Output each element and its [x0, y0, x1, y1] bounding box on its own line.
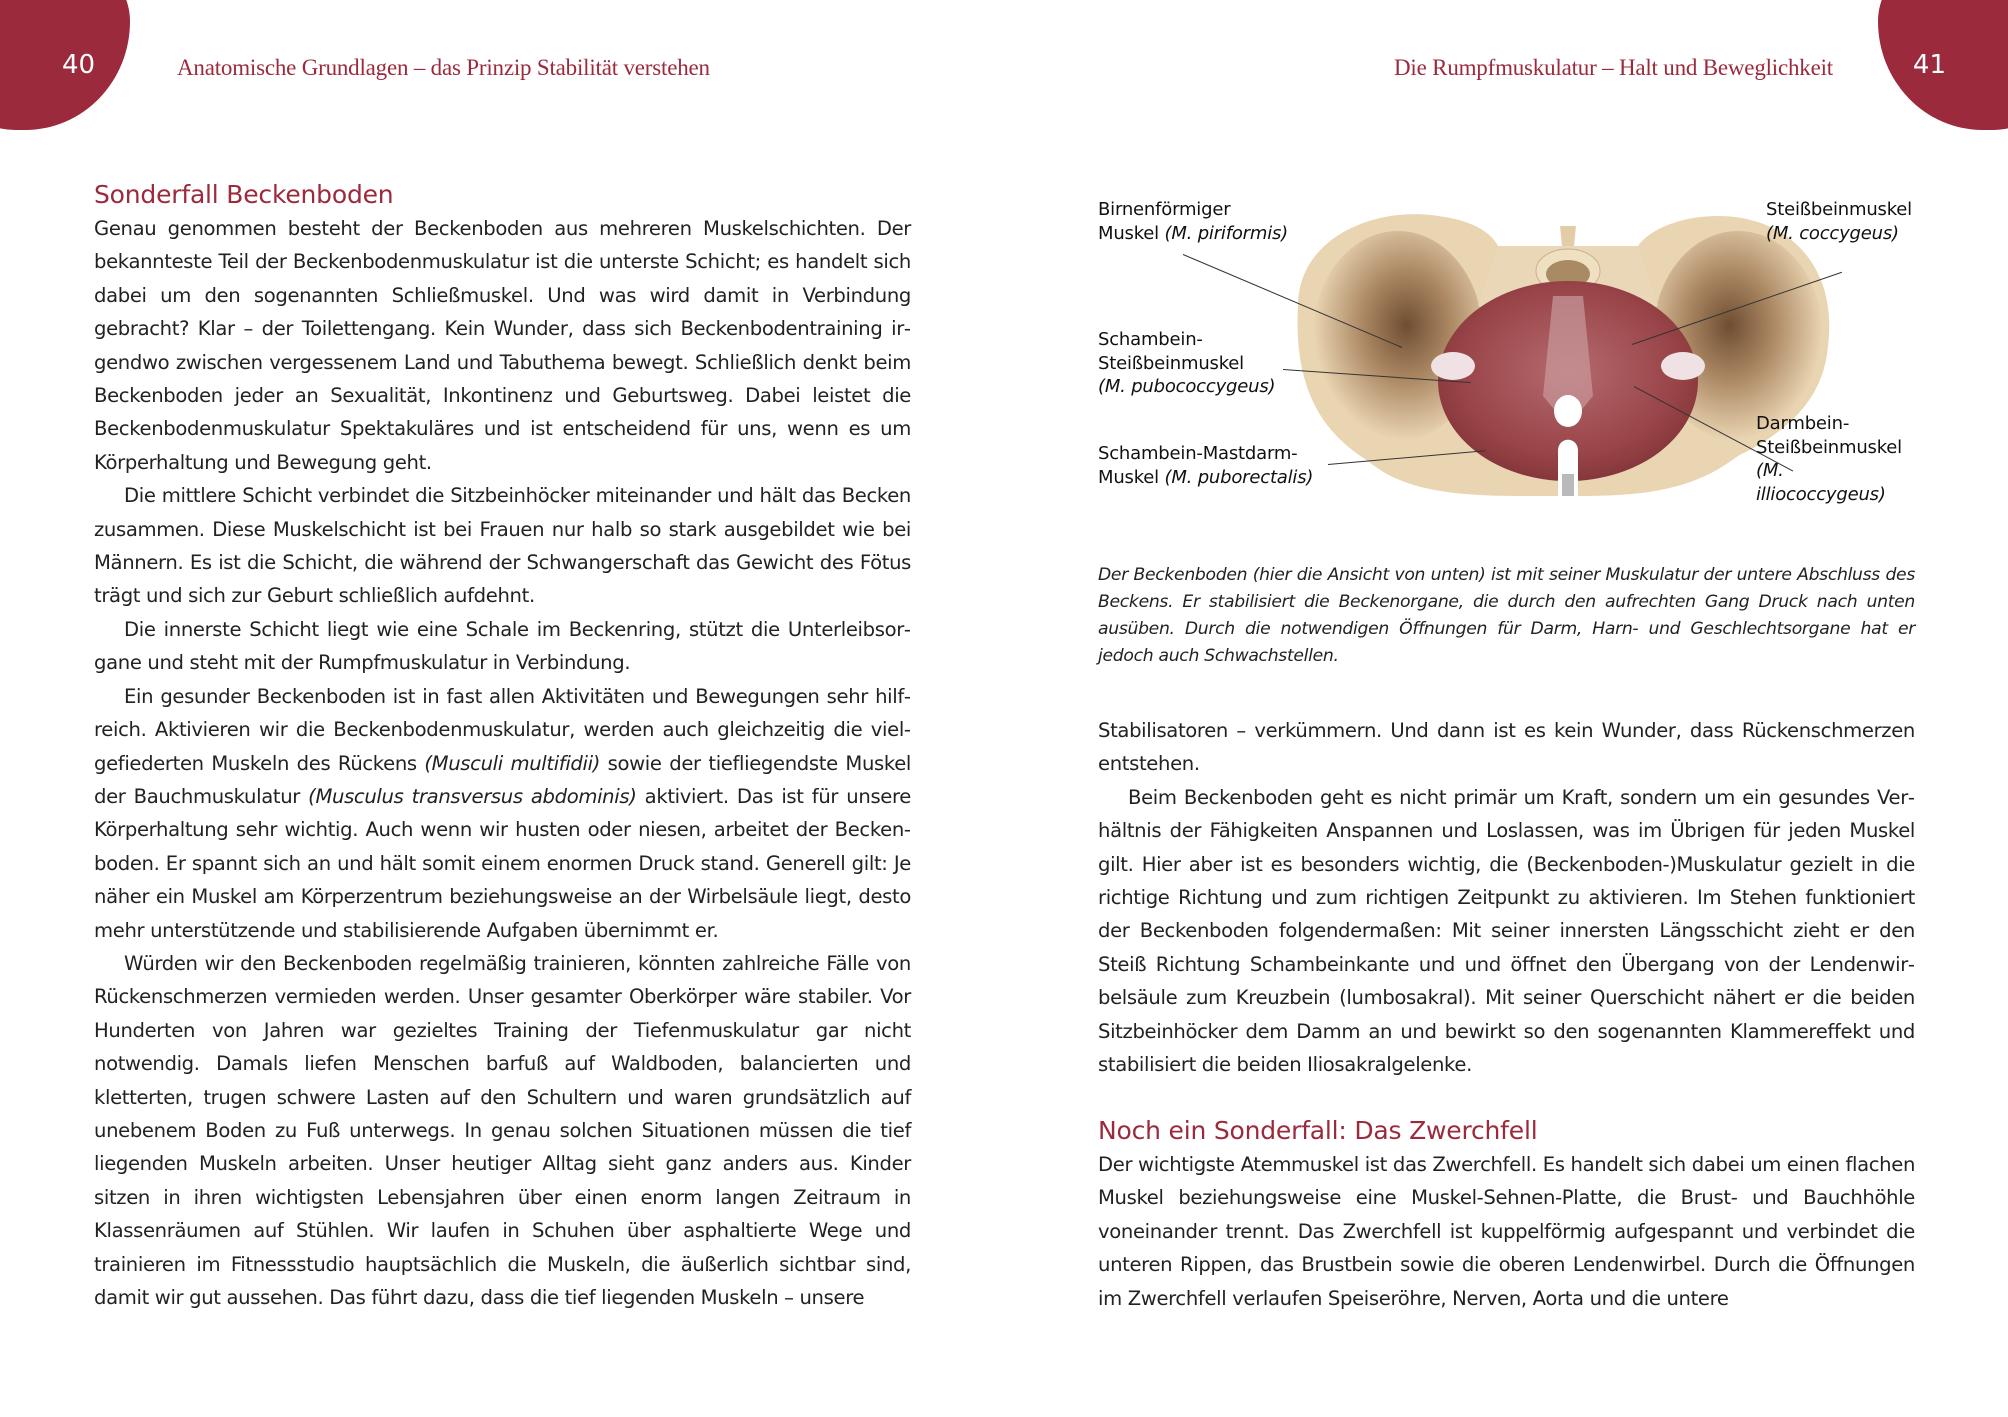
latin-term: (Musculi multifidii) — [424, 751, 600, 775]
paragraph: Die mittlere Schicht verbindet die Sitzbeinhöcker miteinander und hält das Becken zusammen. Diese Muskelschicht ist bei Frauen nur halb so stark ausgebildet wie bei Männern. Es ist die Schicht, die während der Schwangerschaft das Gewicht des Fötus trägt und sich zur Geburt schließlich aufdehnt. — [94, 484, 911, 608]
page-number: 41 — [1912, 50, 1946, 80]
paragraph-text: Ein gesunder Beckenboden ist in fast allen Aktivitäten und Bewegungen sehr hilfreich. Aktivieren wir die Beckenbodenmuskulatur, werden auch gleichzeitig die vielgefiederten Muskeln des Rückens — [94, 684, 911, 775]
label-piriformis: Birnenförmiger Muskel (M. piriformis) — [1098, 199, 1289, 244]
running-head: Anatomische Grundlagen – das Prinzip Stabilität verstehen — [177, 55, 710, 80]
label-pubococcygeus: Schambein- Steißbeinmuskel (M. pubococcygeus) — [1098, 329, 1276, 397]
right-text-section-2 — [1098, 1114, 1915, 1315]
label-iliococcygeus: Darmbein- Steißbeinmuskel (M. illiococcygeus) — [1756, 413, 1902, 505]
paragraph: Genau genommen besteht der Beckenboden aus mehreren Muskelschichten. Der bekannteste Teil der Beckenbodenmuskulatur ist die unterste Schicht; es handelt sich dabei um den sogenannten Schließmuskel. Und was wird damit in Verbindung gebracht? Klar – der Toilettengang. Kein Wunder, dass sich Beckenbodentraining irgendwo zwischen vergessenem Land und Tabuthema bewegt. Schließlich denkt beim Beckenboden jeder an Sexualität, Inkontinenz und Geburtsweg. Dabei leistet die Beckenbodenmuskulatur Spektakuläres und ist entscheidend für uns, wenn es um Körperhaltung und Bewegung geht. — [94, 217, 911, 474]
latin-term: (Musculus transversus abdominis) — [308, 784, 637, 808]
paragraph-text: sowie der tiefliegendste Muskel der Bauchmuskulatur — [94, 751, 911, 808]
paragraph: Würden wir den Beckenboden regelmäßig trainieren, könnten zahlreiche Fälle von Rückenschmerzen vermieden werden. Unser gesamter Oberkörper wäre stabiler. Vor Hunderten von Jahren war gezieltes Training der Tiefenmuskulatur gar nicht notwendig. Damals liefen Menschen barfuß auf Waldboden, balancierten und kletterten, trugen schwere Lasten auf den Schultern und waren grundsätzlich auf unebenem Boden zu Fuß unterwegs. In genau solchen Situationen müssen die tief liegenden Muskeln arbeiten. Unser heutiger Alltag sieht ganz anders aus. Kinder sitzen in ihren wichtigsten Lebensjahren über einen enorm langen Zeitraum in Klassenräumen auf Stühlen. Wir laufen in Schuhen über asphaltierte Wege und trainieren im Fitnessstudio hauptsächlich die Muskeln, die äußerlich sichtbar sind, damit wir gut aussehen. Das führt dazu, dass die tief liegenden Muskeln – unsere — [94, 951, 911, 1309]
page-number: 40 — [62, 50, 96, 80]
left-text-column — [94, 178, 911, 1314]
paragraph-text: aktiviert. Das ist für unsere Körperhaltung sehr wichtig. Auch wenn wir husten oder niesen, arbeitet der Beckenboden. Er spannt sich an und hält somit einem enormen Druck stand. Generell gilt: Je näher ein Muskel am Körperzentrum beziehungsweise an der Wirbelsäule liegt, desto mehr unterstützende und stabilisierende Aufgaben übernimmt er. — [94, 784, 911, 942]
paragraph: Der wichtigste Atemmuskel ist das Zwerchfell. Es handelt sich dabei um einen flachen Muskel beziehungsweise eine Muskel-Sehnen-Platte, die Brust- und Bauchhöhle voneinander trennt. Das Zwerchfell ist kuppelförmig aufgespannt und verbindet die unteren Rippen, das Brustbein sowie die oberen Lendenwirbel. Durch die Öffnungen im Zwerchfell verlaufen Speiseröhre, Nerven, Aorta und die untere — [1098, 1153, 1916, 1310]
pelvic-floor-illustration — [1098, 196, 1915, 516]
section-heading: Sonderfall Beckenboden — [94, 180, 394, 209]
label-coccygeus: Steißbeinmuskel (M. coccygeus) — [1766, 199, 1912, 244]
figure-caption: Der Beckenboden (hier die Ansicht von unten) ist mit seiner Muskulatur der untere Abschluss des Beckens. Er stabilisiert die Beckenorgane, die durch den aufrechten Gang Druck nach unten ausüben. Durch die notwendigen Öffnungen für Darm, Harn- und Geschlechtsorgane hat er jedoch auch Schwachstellen. — [1098, 565, 1915, 666]
right-text-column — [1098, 714, 1915, 1081]
paragraph: Stabilisatoren – verkümmern. Und dann ist es kein Wunder, dass Rückenschmerzen entstehen. — [1098, 719, 1915, 776]
paragraph: Beim Beckenboden geht es nicht primär um Kraft, sondern um ein gesundes Verhältnis der Fähigkeiten Anspannen und Loslassen, was im Übrigen für jeden Muskel gilt. Hier aber ist es besonders wichtig, die (Beckenboden-)Muskulatur gezielt in die richtige Richtung und zum richtigen Zeitpunkt zu aktivieren. Im Stehen funktioniert der Beckenboden folgendermaßen: Mit seiner innersten Längsschicht zieht er den Steiß Richtung Schambeinkante und und öffnet den Übergang von der Lendenwirbelsäule zum Kreuzbein (lumbosakral). Mit seiner Querschicht nähert er die beiden Sitzbeinhöcker dem Damm an und bewirkt so den sogenannten Klammereffekt und stabilisiert die beiden Iliosakralgelenke. — [1098, 785, 1915, 1077]
section-heading: Noch ein Sonderfall: Das Zwerchfell — [1098, 1116, 1538, 1145]
label-puborectalis: Schambein-Mastdarm- Muskel (M. puborectalis) — [1098, 443, 1314, 488]
paragraph — [94, 680, 911, 947]
paragraph: Die innerste Schicht liegt wie eine Schale im Beckenring, stützt die Unterleibsorgane und steht mit der Rumpfmuskulatur in Verbindung. — [94, 617, 911, 675]
running-head: Die Rumpfmuskulatur – Halt und Beweglichkeit — [1394, 55, 1833, 80]
